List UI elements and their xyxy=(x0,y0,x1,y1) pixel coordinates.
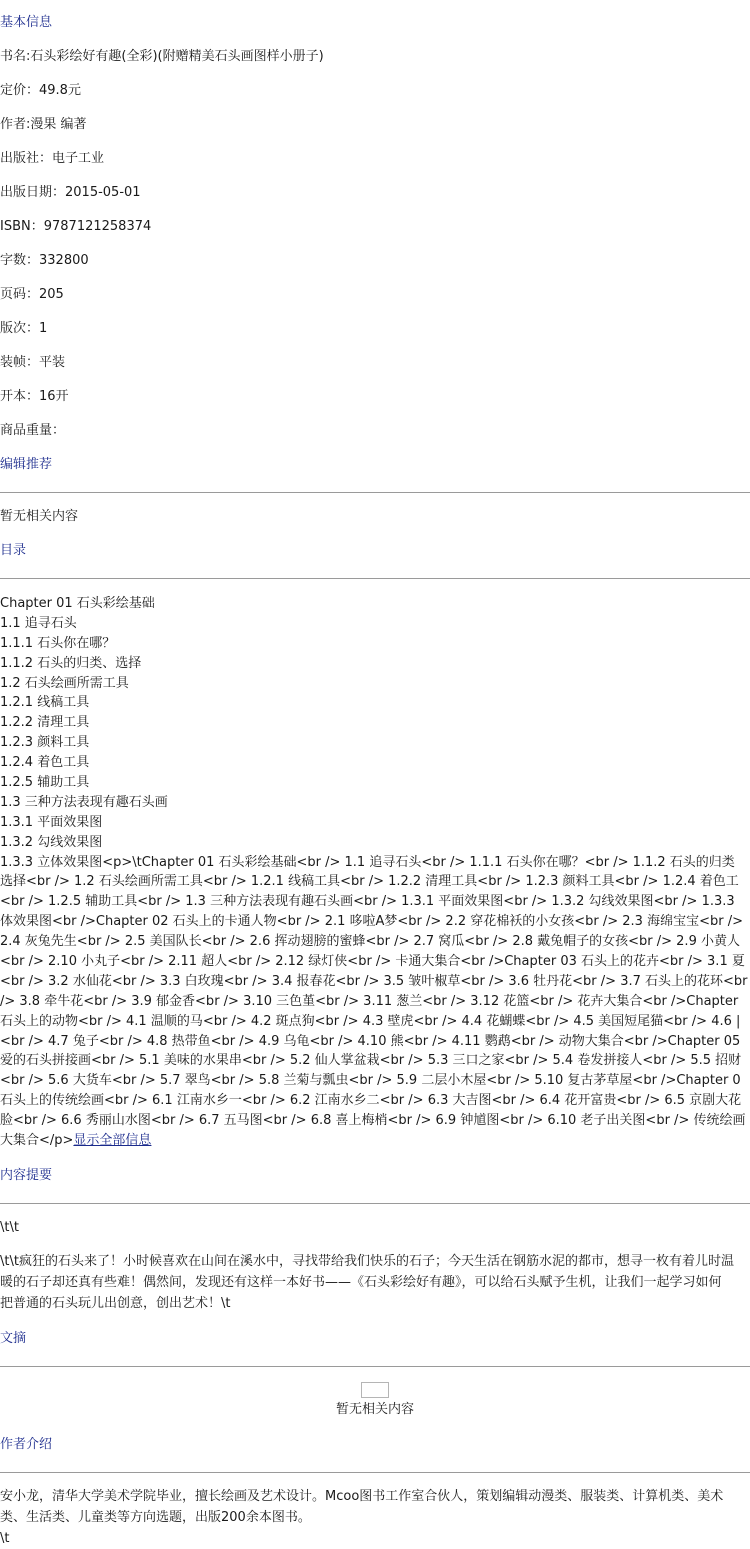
toc-line: 体效果图<br />Chapter 02 石头上的卡通人物<br /> 2.1 哆啦A梦<br /> 2.2 穿花棉袄的小女孩<br /> 2.3 海绵宝宝<br /> xyxy=(0,914,743,930)
info-weight: 商品重量： xyxy=(0,423,66,438)
toc-line: <br /> 4.7 兔子<br /> 4.8 热带鱼<br /> 4.9 乌龟<br /> 4.10 熊<br /> 4.11 鹦鹉<br /> 动物大集合<br />Chapter 05 xyxy=(0,1033,741,1049)
toc-line: 1.3.1 平面效果图 xyxy=(0,814,103,830)
basic-info-section xyxy=(0,0,750,448)
toc-line: 石头上的动物<br /> 4.1 温顺的马<br /> 4.2 斑点狗<br /> 4.3 壁虎<br /> 4.4 花蝴蝶<br /> 4.5 美国短尾猫<br /> 4.6 | xyxy=(0,1013,741,1029)
info-publish-date: 出版日期：2015-05-01 xyxy=(0,185,141,200)
toc-line: /> 3.8 牵牛花<br /> 3.9 郁金香<br /> 3.10 三色堇<br /> 3.11 葱兰<br /> 3.12 花篮<br /> 花卉大集合<br />Chapter xyxy=(0,993,739,1009)
excerpt-text: 暂无相关内容 xyxy=(335,1401,414,1417)
editor-recommend-text: 暂无相关内容 xyxy=(0,509,79,524)
section-divider xyxy=(0,1203,750,1204)
toc-line: 1.2.5 辅助工具 xyxy=(0,775,90,791)
summary-heading: 内容提要 xyxy=(0,1167,53,1183)
basic-info-heading: 基本信息 xyxy=(0,15,53,30)
author-line: 安小龙，清华大学美术学院毕业，擅长绘画及艺术设计。Mcoo图书工作室合伙人，策划编辑动漫类、服装类、计算机类、美术 xyxy=(0,1488,724,1504)
toc-heading: 目录 xyxy=(0,543,27,558)
toc-line: 1.1 追寻石头 xyxy=(0,615,77,631)
toc-line: <br /> 1.2.5 辅助工具<br /> 1.3 三种方法表现有趣石头画<br /> 1.3.1 平面效果图<br /> 1.3.2 勾线效果图<br /> 1.3.3 xyxy=(0,894,735,910)
toc-line-text: 大集合</p> xyxy=(0,1133,74,1149)
summary-line: \t\t疯狂的石头来了！小时候喜欢在山间在溪水中，寻找带给我们快乐的石子；今天生活在钢筋水泥的都市，想寻一枚有着儿时温 xyxy=(0,1253,734,1269)
info-page-count: 页码：205 xyxy=(0,287,64,302)
summary-lead: \t\t xyxy=(0,1219,19,1235)
toc-last-line xyxy=(0,1131,750,1151)
section-divider xyxy=(0,1472,750,1473)
toc-line: 1.3.2 勾线效果图 xyxy=(0,834,103,850)
author-body xyxy=(0,1486,750,1549)
section-divider xyxy=(0,1366,750,1367)
author-heading: 作者介绍 xyxy=(0,1436,53,1452)
toc-line: 1.2.3 颜料工具 xyxy=(0,735,90,751)
toc-line: <br /> 2.10 小丸子<br /> 2.11 超人<br /> 2.12 绿灯侠<br /> 卡通大集合<br />Chapter 03 石头上的花卉<br /> 3.1 夏 xyxy=(0,954,745,970)
toc-line: 1.2.2 清理工具 xyxy=(0,715,90,731)
author-line: \t xyxy=(0,1530,10,1546)
summary-line: 暖的石子却还真有些难！偶然间，发现还有这样一本好书——《石头彩绘好有趣》，可以给石头赋予生机，让我们一起学习如何 xyxy=(0,1274,722,1290)
toc-line: 1.2.4 着色工具 xyxy=(0,755,90,771)
toc-line: 1.1.2 石头的归类、选择 xyxy=(0,655,142,671)
summary-section xyxy=(0,1159,750,1314)
excerpt-section xyxy=(0,1322,750,1422)
info-price: 定价：49.8元 xyxy=(0,83,81,98)
broken-image-icon xyxy=(361,1382,389,1398)
editor-recommend-heading: 编辑推荐 xyxy=(0,457,53,472)
info-title: 书名:石头彩绘好有趣(全彩)(附赠精美石头画图样小册子) xyxy=(0,49,324,64)
toc-line: 脸<br /> 6.6 秀丽山水图<br /> 6.7 五马图<br /> 6.8 喜上梅梢<br /> 6.9 钟馗图<br /> 6.10 老子出关图<br /> 传统绘画 xyxy=(0,1113,746,1129)
info-publisher: 出版社：电子工业 xyxy=(0,151,105,166)
toc-line: 1.2 石头绘画所需工具 xyxy=(0,675,129,691)
info-word-count: 字数：332800 xyxy=(0,253,89,268)
author-section xyxy=(0,1428,750,1549)
summary-line: 把普通的石头玩儿出创意，创出艺术！\t xyxy=(0,1295,231,1311)
info-isbn: ISBN：9787121258374 xyxy=(0,219,152,234)
toc-line: 选择<br /> 1.2 石头绘画所需工具<br /> 1.2.1 线稿工具<br /> 1.2.2 清理工具<br /> 1.2.3 颜料工具<br /> 1.2.4 着色工 xyxy=(0,874,739,890)
toc-section xyxy=(0,534,750,1151)
section-divider xyxy=(0,578,750,579)
section-divider xyxy=(0,492,750,493)
toc-line: 1.3 三种方法表现有趣石头画 xyxy=(0,794,168,810)
toc-line: 1.1.1 石头你在哪？ xyxy=(0,635,116,651)
toc-body xyxy=(0,594,750,1151)
toc-line: <br /> 5.6 大货车<br /> 5.7 翠鸟<br /> 5.8 兰菊与瓢虫<br /> 5.9 二层小木屋<br /> 5.10 复古茅草屋<br />Chapter 0 xyxy=(0,1073,741,1089)
info-edition: 版次：1 xyxy=(0,321,48,336)
info-author: 作者:漫果 编著 xyxy=(0,117,87,132)
toc-line: 2.4 灰兔先生<br /> 2.5 美国队长<br /> 2.6 挥动翅膀的蜜蜂<br /> 2.7 窝瓜<br /> 2.8 戴兔帽子的女孩<br /> 2.9 小黄人 xyxy=(0,934,740,950)
excerpt-heading: 文摘 xyxy=(0,1330,27,1346)
toc-line: 爱的石头拼接画<br /> 5.1 美味的水果串<br /> 5.2 仙人掌盆栽<br /> 5.3 三口之家<br /> 5.4 卷发拼接人<br /> 5.5 招财 xyxy=(0,1053,742,1069)
excerpt-body xyxy=(0,1382,750,1422)
toc-line: 石头上的传统绘画<br /> 6.1 江南水乡一<br /> 6.2 江南水乡二<br /> 6.3 大吉图<br /> 6.4 花开富贵<br /> 6.5 京剧大花 xyxy=(0,1093,742,1109)
toc-line: <br /> 3.2 水仙花<br /> 3.3 白玫瑰<br /> 3.4 报春花<br /> 3.5 皱叶椒草<br /> 3.6 牡丹花<br /> 3.7 石头上的花环<br xyxy=(0,973,748,989)
toc-line: 1.3.3 立体效果图<p>\tChapter 01 石头彩绘基础<br /> 1.1 追寻石头<br /> 1.1.1 石头你在哪？<br /> 1.1.2 石头的归类 xyxy=(0,854,735,870)
info-binding: 装帧：平装 xyxy=(0,355,66,370)
summary-body xyxy=(0,1251,750,1314)
info-format: 开本：16开 xyxy=(0,389,69,404)
toc-line: Chapter 01 石头彩绘基础 xyxy=(0,596,155,611)
show-all-info-link[interactable]: 显示全部信息 xyxy=(73,1133,152,1149)
editor-recommend-section xyxy=(0,448,750,534)
toc-line: 1.2.1 线稿工具 xyxy=(0,695,90,711)
author-line: 类、生活类、儿童类等方向选题，出版200余本图书。 xyxy=(0,1509,311,1525)
